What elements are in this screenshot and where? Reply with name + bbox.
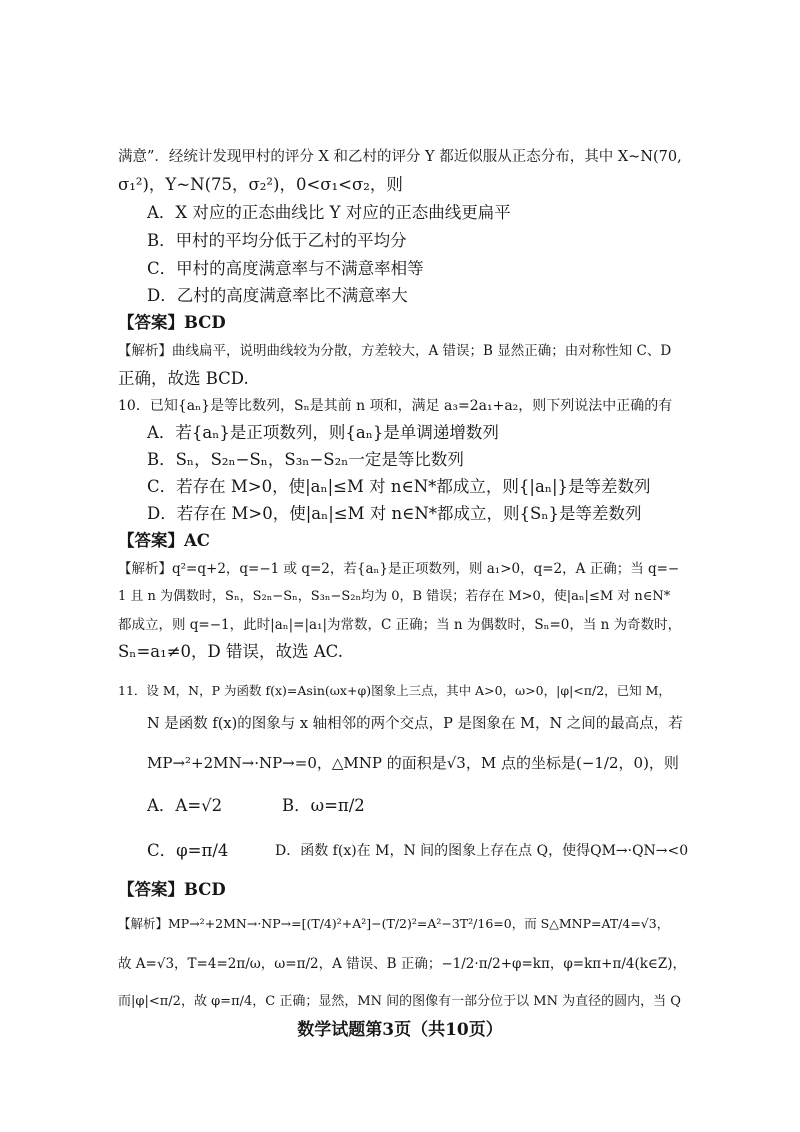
q9-analysis-line1: 【解析】曲线扁平，说明曲线较为分散，方差较大，A 错误；B 显然正确；由对称性知 C、D [118, 343, 672, 359]
page-footer: 数学试题第3页（共10页） [297, 1020, 503, 1040]
q9-option-a: A．X 对应的正态曲线比 Y 对应的正态曲线更扁平 [147, 203, 511, 222]
q11-stem-line2: N 是函数 f(x)的图象与 x 轴相邻的两个交点，P 是图象在 M，N 之间的最高点，若 [147, 716, 683, 732]
q11-stem-line1: 11．设 M，N，P 为函数 f(x)=Asin(ωx+φ)图象上三点，其中 A>0，ω>0，|φ|<π/2，已知 M， [118, 683, 671, 698]
q9-answer: 【答案】BCD [118, 313, 226, 332]
q10-analysis-line2: 1 且 n 为偶数时，Sₙ，S₂ₙ−Sₙ，S₃ₙ−S₂ₙ均为 0，B 错误；若存在 M>0，使|aₙ|≤M 对 n∈N* [118, 589, 671, 604]
q9-analysis-line2: 正确，故选 BCD. [118, 369, 249, 388]
q10-option-c: C．若存在 M>0，使|aₙ|≤M 对 n∈N*都成立，则{|aₙ|}是等差数列 [147, 477, 651, 496]
q11-answer: 【答案】BCD [118, 880, 226, 899]
q10-analysis-line4: Sₙ=a₁≠0，D 错误，故选 AC. [118, 642, 343, 661]
q9-option-b: B．甲村的平均分低于乙村的平均分 [147, 231, 407, 250]
q11-analysis-line1: 【解析】MP→²+2MN→·NP→=[(T/4)²+A²]−(T/2)²=A²−3T²/16=0，而 S△MNP=AT/4=√3， [118, 916, 670, 931]
q11-analysis-line3: 而|φ|<π/2，故 φ=π/4，C 正确；显然，MN 间的图像有一部分位于以 MN 为直径的圆内，当 Q [118, 994, 681, 1009]
q10-analysis-line1: 【解析】q²=q+2，q=−1 或 q=2，若{aₙ}是正项数列，则 a₁>0，q=2，A 正确；当 q=− [118, 561, 680, 577]
q9-option-c: C．甲村的高度满意率与不满意率相等 [147, 259, 424, 278]
q9-option-d: D．乙村的高度满意率比不满意率大 [147, 286, 408, 305]
q10-stem: 10．已知{aₙ}是等比数列，Sₙ是其前 n 项和，满足 a₃=2a₁+a₂，则下列说法中正确的有 [118, 398, 673, 414]
q10-analysis-line3: 都成立，则 q=−1，此时|aₙ|=|a₁|为常数，C 正确；当 n 为偶数时，Sₙ=0，当 n 为奇数时， [118, 617, 682, 633]
q9-stem-line2: σ₁²)，Y~N(75，σ₂²)，0<σ₁<σ₂，则 [118, 175, 403, 194]
q9-stem-line1: 满意”．经统计发现甲村的评分 X 和乙村的评分 Y 都近似服从正态分布，其中 X~N(70, [118, 149, 682, 165]
q11-stem-line3: MP→²+2MN→·NP→=0，△MNP 的面积是√3，M 点的坐标是(−1/2，0)，则 [147, 754, 679, 772]
q11-option-a: A．A=√2 [147, 796, 223, 815]
q10-option-d: D．若存在 M>0，使|aₙ|≤M 对 n∈N*都成立，则{Sₙ}是等差数列 [147, 504, 642, 523]
q11-option-b: B．ω=π/2 [282, 796, 365, 815]
q10-option-b: B．Sₙ，S₂ₙ−Sₙ，S₃ₙ−S₂ₙ一定是等比数列 [147, 450, 464, 469]
q10-option-a: A．若{aₙ}是正项数列，则{aₙ}是单调递增数列 [147, 423, 499, 442]
q10-answer: 【答案】AC [118, 531, 210, 550]
q11-option-c: C．φ=π/4 [147, 841, 229, 860]
q11-option-d: D．函数 f(x)在 M，N 间的图象上存在点 Q，使得QM→·QN→<0 [275, 843, 689, 859]
q11-analysis-line2: 故 A=√3，T=4=2π/ω，ω=π/2，A 错误、B 正确；−1/2·π/2+φ=kπ，φ=kπ+π/4(k∈Z)， [118, 956, 687, 972]
